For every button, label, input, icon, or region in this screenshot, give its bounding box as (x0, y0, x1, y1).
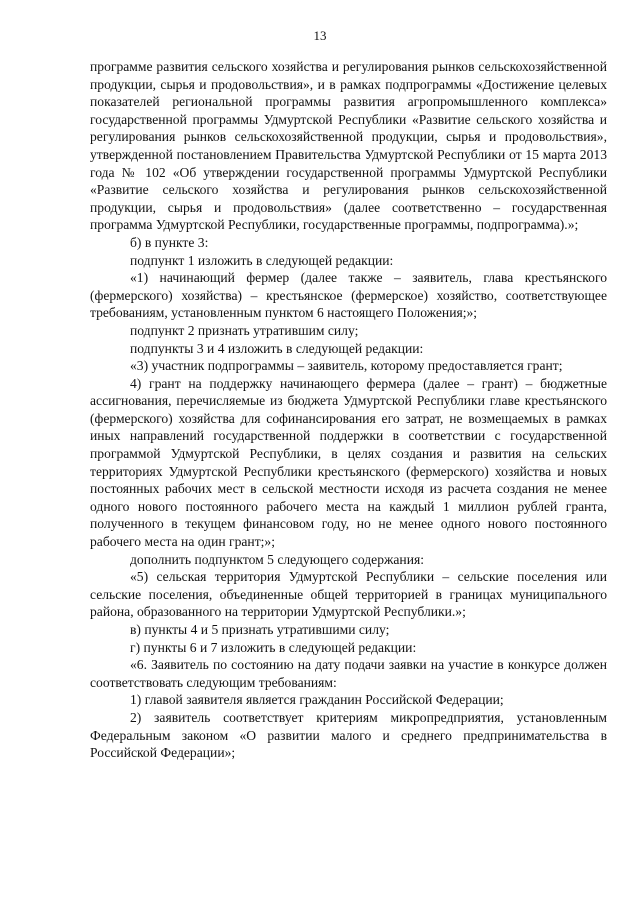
paragraph-11: в) пункты 4 и 5 признать утратившими силу; (130, 622, 390, 637)
paragraph-4: «1) начинающий фермер (далее также – заявитель, глава крестьянского (фермерского) хозяйства) – крестьянское (фермерское) хозяйство, соответствующее требованиям, установленным пунктом 6 настоящего Положения;»; (90, 270, 607, 321)
paragraph-5: подпункт 2 признать утратившим силу; (130, 322, 359, 338)
paragraph-3: подпункт 1 изложить в следующей редакции: (130, 252, 394, 268)
paragraph-13: «6. Заявитель по состоянию на дату подачи заявки на участие в конкурсе должен соответствовать следующим требованиям: (90, 657, 607, 690)
paragraph-8: 4) грант на поддержку начинающего фермера (далее – грант) – бюджетные ассигнования, перечисляемые из бюджета Удмуртской Республики главе крестьянского (фермерского) хозяйства для софинансирования его затрат, не возмещаемых в рамках иных направлений государственной поддержки в соответствии с государственной программой Удмуртской Республики, в целях создания и развития на сельских территориях Удмуртской Республики крестьянского (фермерского) хозяйства и новых постоянных рабочих мест в сельской местности исходя из расчета создания не менее одного нового постоянного рабочего места на каждый 1 миллион рублей гранта, полученного в текущем финансовом году, но не менее одного нового постоянного рабочего места на один грант;»; (90, 375, 607, 550)
paragraph-7: «3) участник подпрограммы – заявитель, которому предоставляется грант; (130, 358, 563, 374)
page-number: 13 (313, 28, 327, 43)
paragraph-15: 2) заявитель соответствует критериям микропредприятия, установленным Федеральным законом «О развитии малого и среднего предпринимательства в Российской Федерации»; (90, 709, 607, 761)
paragraph-1: программе развития сельского хозяйства и регулирования рынков сельскохозяйственной продукции, сырья и продовольствия», и в рамках подпрограммы «Достижение целевых показателей региональной программы развития агропромышленного комплекса» государственной программы Удмуртской Республики «Развитие сельского хозяйства и регулирования рынков сельскохозяйственной продукции, сырья и продовольствия», утвержденной постановлением Правительства Удмуртской Республики от 15 марта 2013 года № 102 «Об утверждении государственной программы Удмуртской Республики «Развитие сельского хозяйства и регулирования рынков сельскохозяйственной продукции, сырья и продовольствия» (далее соответственно – государственная программа Удмуртской Республики, государственные программы, подпрограмма).»; (90, 59, 607, 233)
paragraph-2: б) в пункте 3: (130, 234, 209, 250)
paragraph-6: подпункты 3 и 4 изложить в следующей редакции: (130, 340, 424, 356)
paragraph-12: г) пункты 6 и 7 изложить в следующей редакции: (130, 639, 417, 655)
paragraph-9: дополнить подпунктом 5 следующего содержания: (130, 551, 425, 567)
document-body (90, 58, 607, 762)
paragraph-10: «5) сельская территория Удмуртской Республики – сельские поселения или сельские поселения, объединенные общей территорией в границах муниципального района, образованного на территории Удмуртской Республики.»; (90, 569, 607, 620)
paragraph-14: 1) главой заявителя является гражданин Российской Федерации; (130, 692, 504, 708)
